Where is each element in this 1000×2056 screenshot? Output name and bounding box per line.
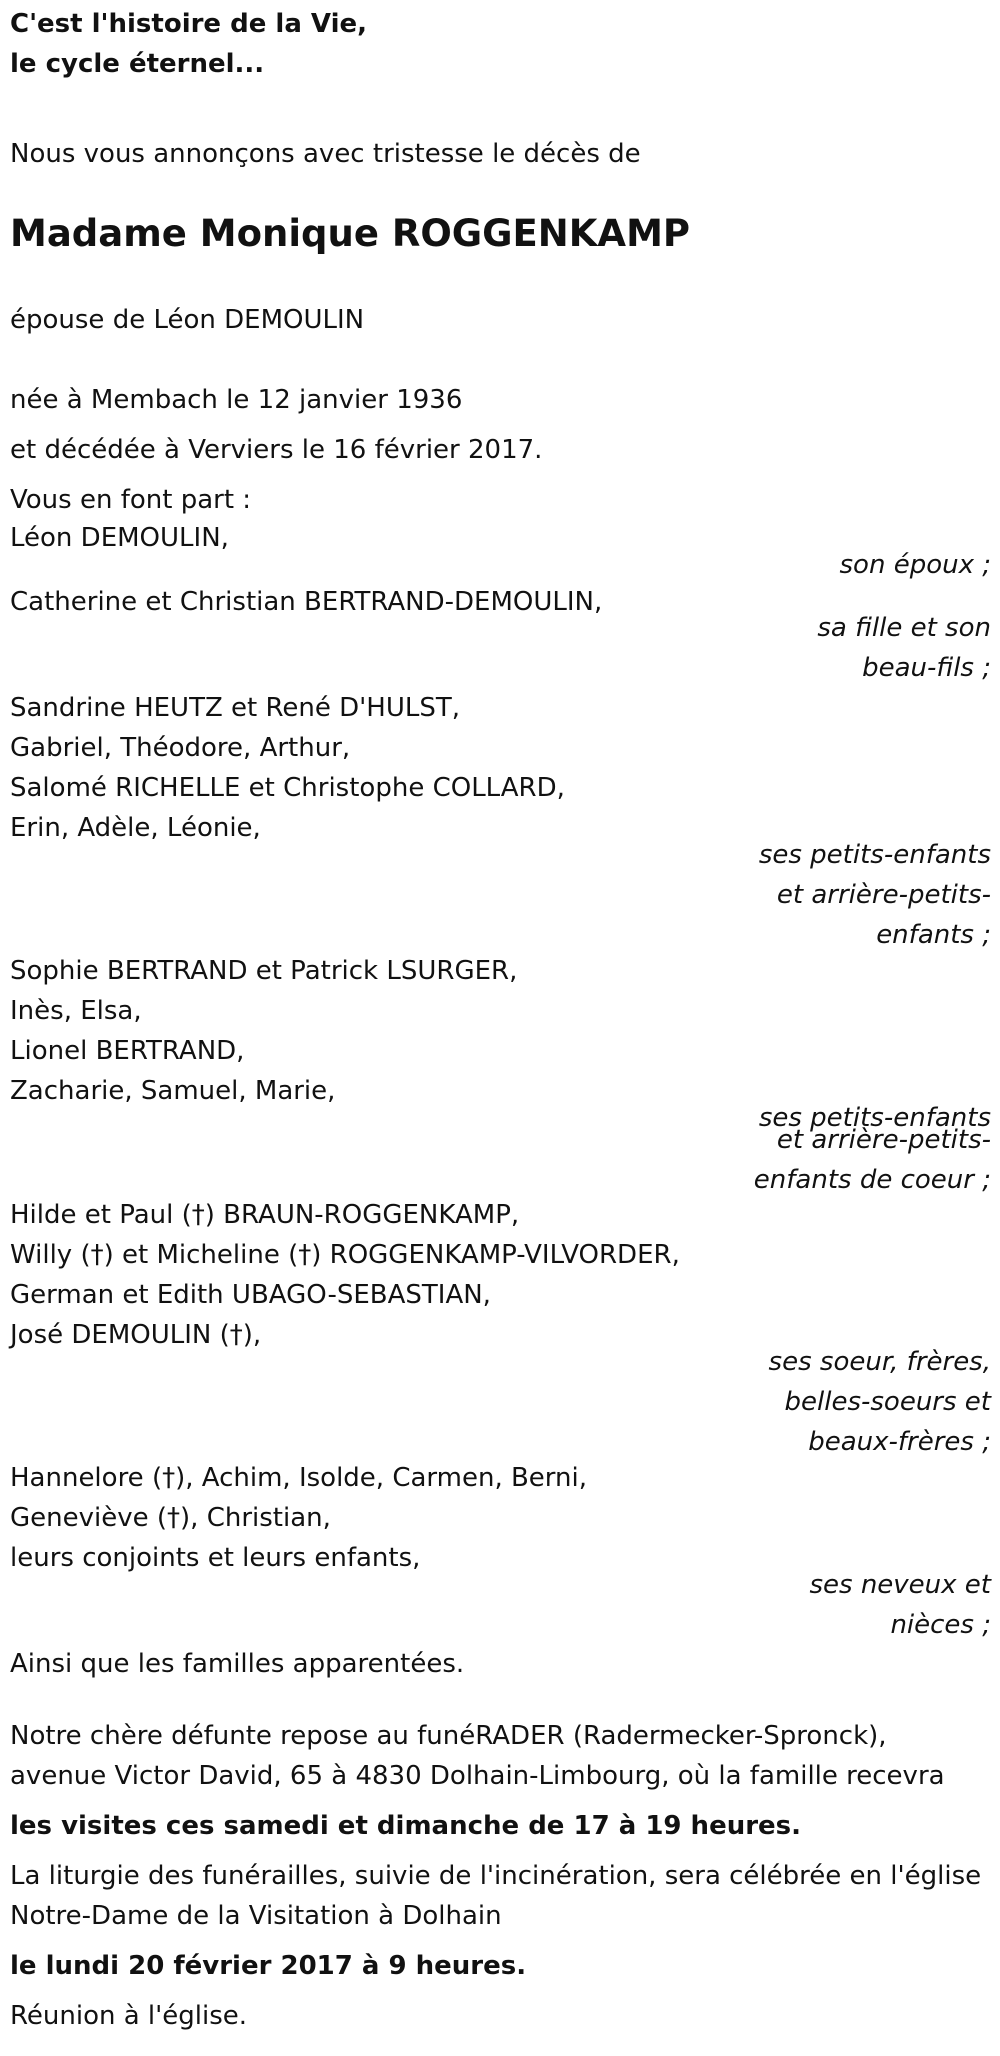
epigraph-line-2: le cycle éternel... (10, 49, 265, 79)
family-name-line: Willy (†) et Micheline (†) ROGGENKAMP-VILVORDER, (10, 1240, 680, 1270)
family-name-line: José DEMOULIN (†), (10, 1320, 262, 1350)
family-role-line: sa fille et son (817, 613, 991, 643)
family-name-line: Sandrine HEUTZ et René D'HULST, (10, 693, 461, 723)
family-role-line: enfants ; (876, 920, 991, 950)
family-role-line: belles-soeurs et (784, 1387, 991, 1417)
family-role-line: ses petits-enfants (758, 1103, 991, 1133)
deceased-name: Madame Monique ROGGENKAMP (10, 212, 691, 255)
families-line: Ainsi que les familles apparentées. (10, 1649, 465, 1679)
family-name-line: Gabriel, Théodore, Arthur, (10, 733, 351, 763)
spouse-line: épouse de Léon DEMOULIN (10, 305, 365, 335)
family-name-line: Catherine et Christian BERTRAND-DEMOULIN, (10, 587, 603, 617)
liturgy-line-1: La liturgie des funérailles, suivie de l'incinération, sera célébrée en l'église (10, 1861, 982, 1891)
family-name-line: Sophie BERTRAND et Patrick LSURGER, (10, 956, 518, 986)
family-name-line: Léon DEMOULIN, (10, 523, 229, 553)
funeral-date-line: le lundi 20 février 2017 à 9 heures. (10, 1951, 527, 1981)
birth-line: née à Membach le 12 janvier 1936 (10, 385, 463, 415)
family-role-line: ses neveux et (809, 1570, 991, 1600)
liturgy-line-2: Notre-Dame de la Visitation à Dolhain (10, 1901, 502, 1931)
family-name-line: German et Edith UBAGO-SEBASTIAN, (10, 1280, 491, 1310)
family-role-line: son époux ; (839, 550, 991, 580)
repose-line-2: avenue Victor David, 65 à 4830 Dolhain-Limbourg, où la famille recevra (10, 1761, 945, 1791)
visits-line: les visites ces samedi et dimanche de 17 à 19 heures. (10, 1811, 802, 1841)
family-role-line: beau-fils ; (862, 653, 991, 683)
family-name-line: leurs conjoints et leurs enfants, (10, 1543, 421, 1573)
family-role-line: nièces ; (890, 1610, 991, 1640)
family-role-line: enfants de coeur ; (753, 1165, 991, 1195)
family-role-line: ses soeur, frères, (768, 1347, 991, 1377)
family-role-line: ses petits-enfants (758, 840, 991, 870)
family-name-line: Geneviève (†), Christian, (10, 1503, 331, 1533)
announce-line: Vous en font part : (10, 485, 252, 515)
reunion-line: Réunion à l'église. (10, 2001, 248, 2031)
family-name-line: Zacharie, Samuel, Marie, (10, 1076, 336, 1106)
family-name-line: Lionel BERTRAND, (10, 1036, 245, 1066)
family-name-line: Salomé RICHELLE et Christophe COLLARD, (10, 773, 565, 803)
family-role-line: et arrière-petits- (776, 880, 991, 910)
family-name-line: Inès, Elsa, (10, 996, 142, 1026)
epigraph-line-1: C'est l'histoire de la Vie, (10, 9, 368, 39)
family-role-line: beaux-frères ; (808, 1427, 991, 1457)
repose-line-1: Notre chère défunte repose au funéRADER (Radermecker-Spronck), (10, 1721, 887, 1751)
family-name-line: Erin, Adèle, Léonie, (10, 813, 261, 843)
family-name-line: Hannelore (†), Achim, Isolde, Carmen, Berni, (10, 1463, 588, 1493)
family-name-line: Hilde et Paul (†) BRAUN-ROGGENKAMP, (10, 1200, 520, 1230)
intro-text: Nous vous annonçons avec tristesse le décès de (10, 139, 641, 169)
family-role-line: et arrière-petits- (776, 1125, 991, 1155)
death-line: et décédée à Verviers le 16 février 2017. (10, 435, 543, 465)
